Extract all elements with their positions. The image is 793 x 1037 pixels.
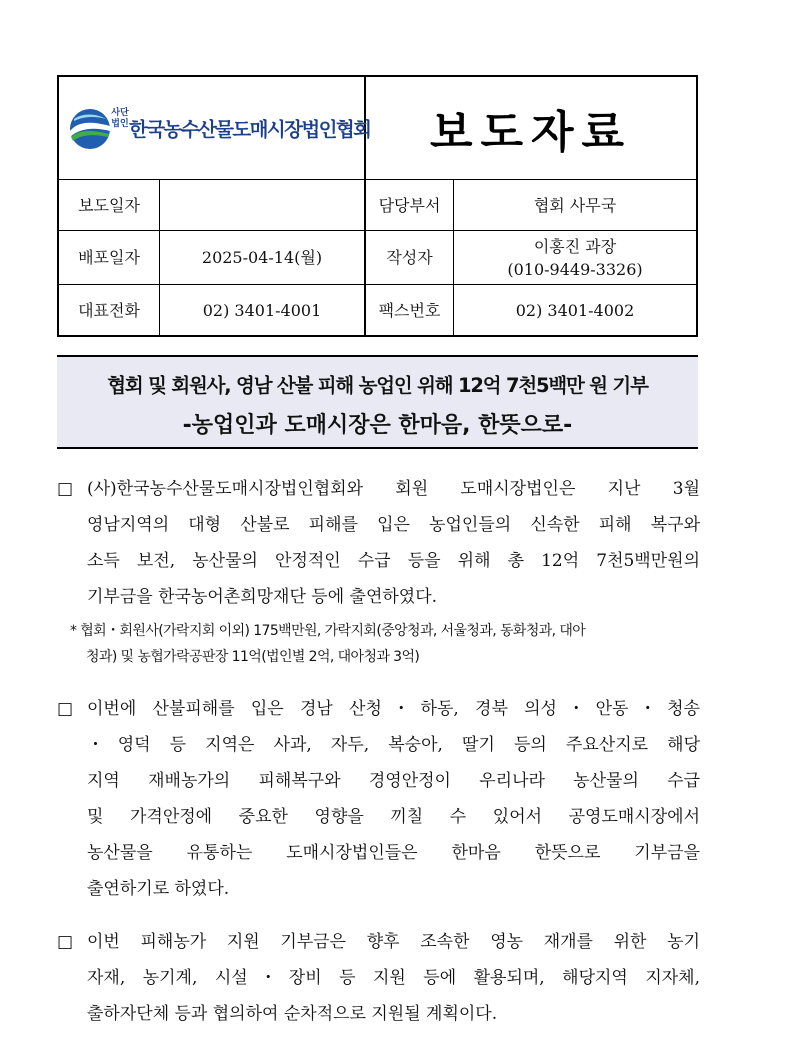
title-cell: [366, 77, 696, 179]
paragraph-3: [57, 924, 700, 1032]
label-report-date: 보도일자: [59, 180, 160, 230]
bullet-box-icon: □: [57, 699, 74, 719]
logo-cell: [59, 77, 371, 179]
org-type-line1: 사단: [111, 108, 129, 118]
bullet-box-icon: □: [57, 479, 74, 499]
paragraph-2: [57, 691, 700, 907]
paragraph-line: 출연하기로 하였다.: [87, 879, 230, 899]
label-author: 작성자: [366, 231, 454, 284]
paragraph-line: 농산물을 유통하는 도매시장법인들은 한마음 한뜻으로 기부금을: [87, 843, 700, 863]
info-row-distribution-date: [59, 231, 696, 285]
label-main-phone: 대표전화: [59, 285, 160, 335]
headline-subtitle: -농업인과 도매시장은 한마음, 한뜻으로-: [182, 413, 573, 438]
paragraph-line: 및 가격안정에 중요한 영향을 끼칠 수 있어서 공영도매시장에서: [87, 807, 700, 827]
info-row-report-date: [59, 180, 696, 231]
paragraph-line: 소득 보전, 농산물의 안정적인 수급 등을 위해 총 12억 7천5백만원의: [87, 551, 700, 571]
value-main-phone: 02) 3401-4001: [160, 285, 366, 335]
headline-box: [57, 355, 698, 449]
paragraph-line: (사)한국농수산물도매시장법인협회와 회원 도매시장법인은 지난 3월: [87, 479, 700, 499]
bullet-box-icon: □: [57, 932, 74, 952]
org-type-line2: 법인: [111, 119, 129, 129]
paragraph-line: 기부금을 한국농어촌희망재단 등에 출연하였다.: [87, 587, 438, 607]
paragraph-line: 영남지역의 대형 산불로 피해를 입은 농업인들의 신속한 피해 복구와: [87, 515, 700, 535]
paragraph-line: 출하자단체 등과 협의하여 순차적으로 지원될 계획이다.: [87, 1004, 498, 1024]
document-title: 보도자료: [429, 107, 632, 158]
headline-title: 협회 및 회원사, 영남 산불 피해 농업인 위해 12억 7천5백만 원 기부: [107, 374, 648, 397]
paragraph-line: 이번 피해농가 지원 기부금은 향후 조속한 영농 재개를 위한 농기: [87, 932, 700, 952]
donation-note: [70, 618, 700, 670]
paragraph-line: ・영덕 등 지역은 사과, 자두, 복숭아, 딸기 등의 주요산지로 해당: [87, 735, 700, 755]
label-department: 담당부서: [366, 180, 454, 230]
paragraph-1: [57, 471, 700, 615]
author-phone: (010-9449-3326): [507, 259, 643, 279]
paragraph-line: 자재, 농기계, 시설・장비 등 지원 등에 활용되며, 해당지역 지자체,: [87, 968, 700, 988]
author-name: 이홍진 과장: [533, 236, 617, 256]
header-top-row: [59, 77, 696, 180]
value-author: [454, 231, 696, 284]
label-distribution-date: 배포일자: [59, 231, 160, 284]
org-type-label: [111, 108, 129, 130]
value-report-date: [160, 180, 366, 230]
paragraph-line: 지역 재배농가의 피해복구와 경영안정이 우리나라 농산물의 수급: [87, 771, 700, 791]
note-line: 청과) 및 농협가락공판장 11억(법인별 2억, 대아청과 3억): [86, 649, 420, 665]
note-line: * 협회・회원사(가락지회 이외) 175백만원, 가락지회(중앙청과, 서울청과, 동화청과, 대아: [70, 623, 586, 639]
paragraph-line: 이번에 산불피해를 입은 경남 산청・하동, 경북 의성・안동・청송: [87, 699, 700, 719]
press-header-table: [57, 75, 698, 337]
value-distribution-date: 2025-04-14(월): [160, 231, 366, 284]
org-name: 한국농수산물도매시장법인협회: [129, 118, 371, 141]
label-fax: 팩스번호: [366, 285, 454, 335]
association-logo-icon: [68, 107, 112, 151]
value-fax: 02) 3401-4002: [515, 300, 635, 320]
info-row-phone: [59, 285, 696, 335]
value-department: 협회 사무국: [533, 195, 617, 215]
